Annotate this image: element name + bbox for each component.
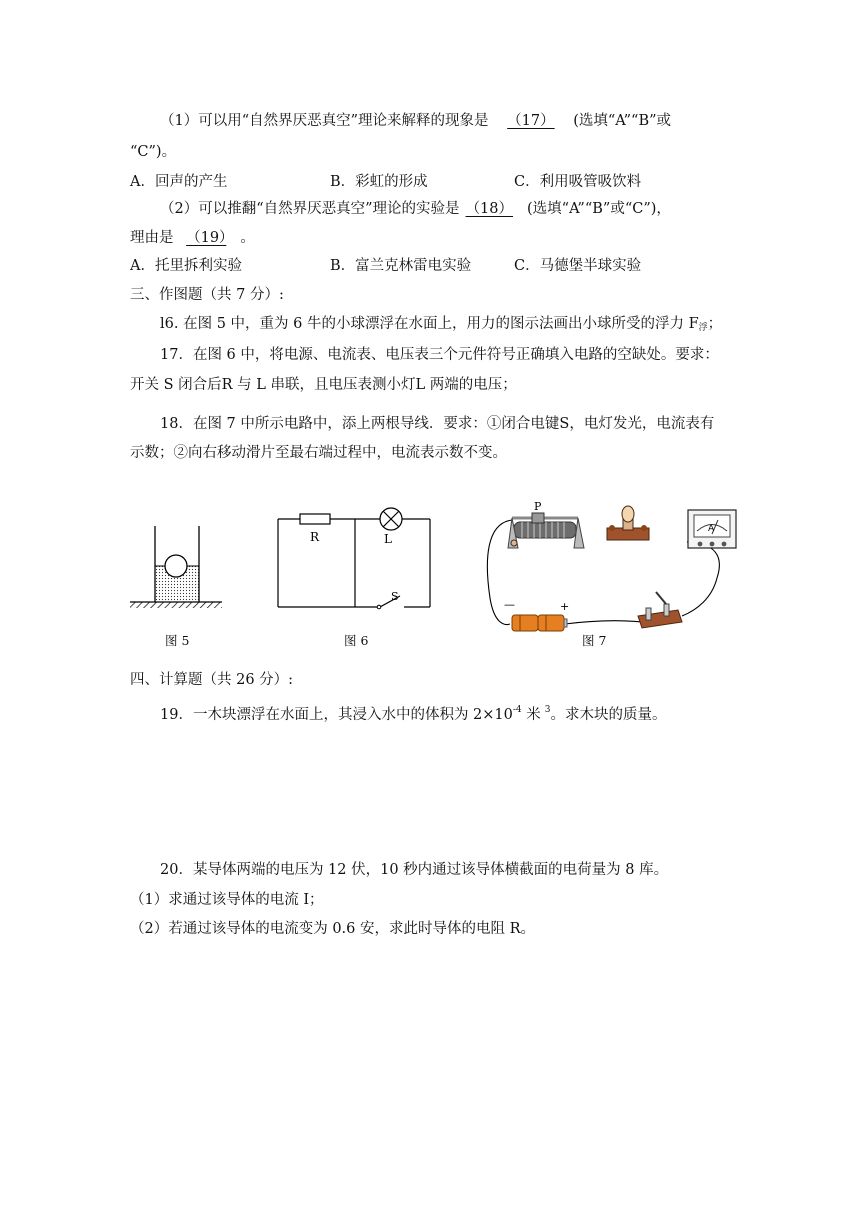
question-20-part1: （1）求通过该导体的电流 I；	[130, 892, 324, 908]
q-part2-text: （2）可以推翻“自然界厌恶真空”理论的实验是	[160, 201, 460, 217]
q-part1-hint: (选填“A”“B”或	[573, 113, 672, 129]
ground-hatch	[130, 602, 222, 608]
figure-5-caption: 图 5	[165, 633, 190, 648]
ammeter	[688, 510, 736, 548]
question-20-line1: 20．某导体两端的电压为 12 伏，10 秒内通过该导体横截面的电荷量为 8 库。	[160, 862, 669, 878]
battery-minus-label: —	[504, 598, 515, 611]
q16-end: ；	[707, 316, 723, 332]
q-part2-hint: (选填“A”“B”或“C”)，	[527, 201, 671, 217]
period: 。	[240, 230, 255, 246]
question-19	[160, 700, 667, 725]
slider-P[interactable]	[532, 513, 544, 523]
option-1b: B．彩虹的形成	[330, 174, 428, 190]
battery	[512, 615, 567, 631]
figure-6-caption: 图 6	[344, 633, 369, 648]
q-part1-text: （1）可以用“自然界厌恶真空”理论来解释的现象是	[160, 113, 489, 129]
label-S: S	[391, 590, 399, 603]
rheostat	[508, 513, 584, 548]
wire-battery-switch	[565, 621, 642, 624]
figure-5-diagram	[125, 520, 225, 620]
option-1a: A．回声的产生	[130, 174, 228, 190]
question-16	[160, 314, 722, 338]
question-17-line2: 开关 S 闭合后R 与 L 串联，且电压表测小灯L 两端的电压；	[130, 377, 517, 393]
question-20-part2: （2）若通过该导体的电流变为 0.6 安，求此时导体的电阻 R。	[130, 921, 536, 937]
q16-subscript: 浮	[698, 323, 708, 333]
resistor-R	[300, 514, 330, 524]
section4-title: 四、计算题（共 26 分）:	[130, 672, 294, 688]
question-17-line1: 17．在图 6 中，将电源、电流表、电压表三个元件符号正确填入电路的空缺处。要求：	[160, 347, 719, 363]
figure-7-caption: 图 7	[582, 633, 607, 648]
label-P: P	[534, 500, 542, 513]
q19-text-end: 。求木块的质量。	[550, 707, 667, 723]
battery-plus-label: +	[560, 600, 570, 613]
answer-blank-18[interactable]: （18）	[465, 201, 514, 217]
knife-switch[interactable]	[638, 592, 682, 628]
q-part2-line1	[160, 199, 671, 219]
option-1c: C．利用吸管吸饮料	[514, 174, 642, 190]
figure-7-circuit	[482, 498, 752, 648]
answer-blank-19[interactable]: （19）	[186, 230, 227, 246]
ammeter-A-label: A	[708, 524, 715, 534]
question-18-line1: 18．在图 7 中所示电路中，添上两根导线．要求：①闭合电键S，电灯发光，电流表有	[160, 416, 715, 432]
answer-blank-17[interactable]: （17）	[507, 113, 555, 129]
section3-title: 三、作图题（共 7 分）:	[130, 287, 284, 303]
q-part2-line2	[130, 228, 255, 248]
q-part1-line2: “C”)。	[130, 144, 177, 160]
q19-unit: 米	[521, 707, 541, 723]
option-2c: C．马德堡半球实验	[514, 258, 642, 274]
switch-S	[377, 605, 381, 609]
label-R: R	[310, 530, 320, 544]
option-2a: A．托里拆利实验	[130, 258, 242, 274]
question-18-line2: 示数；②向右移动滑片至最右端过程中，电流表示数不变。	[130, 445, 507, 461]
q19-exponent: -4	[512, 705, 522, 715]
q19-unit-exponent: 3	[544, 705, 551, 715]
option-2b: B．富兰克林雷电实验	[330, 258, 472, 274]
wire-ammeter-switch	[682, 542, 719, 616]
q-part2-reason-label: 理由是	[130, 230, 174, 246]
figure-6-circuit	[270, 505, 440, 615]
floating-ball	[165, 555, 187, 577]
lamp-L	[380, 508, 402, 530]
q16-text: l6. 在图 5 中，重为 6 牛的小球漂浮在水面上，用力的图示法画出小球所受的浮力 F	[160, 316, 699, 332]
bulb-lamp	[607, 506, 649, 540]
label-L: L	[384, 532, 392, 546]
q19-text: 19．一木块漂浮在水面上，其浸入水中的体积为 2×10	[160, 707, 513, 723]
q-part1-line1	[160, 111, 671, 131]
